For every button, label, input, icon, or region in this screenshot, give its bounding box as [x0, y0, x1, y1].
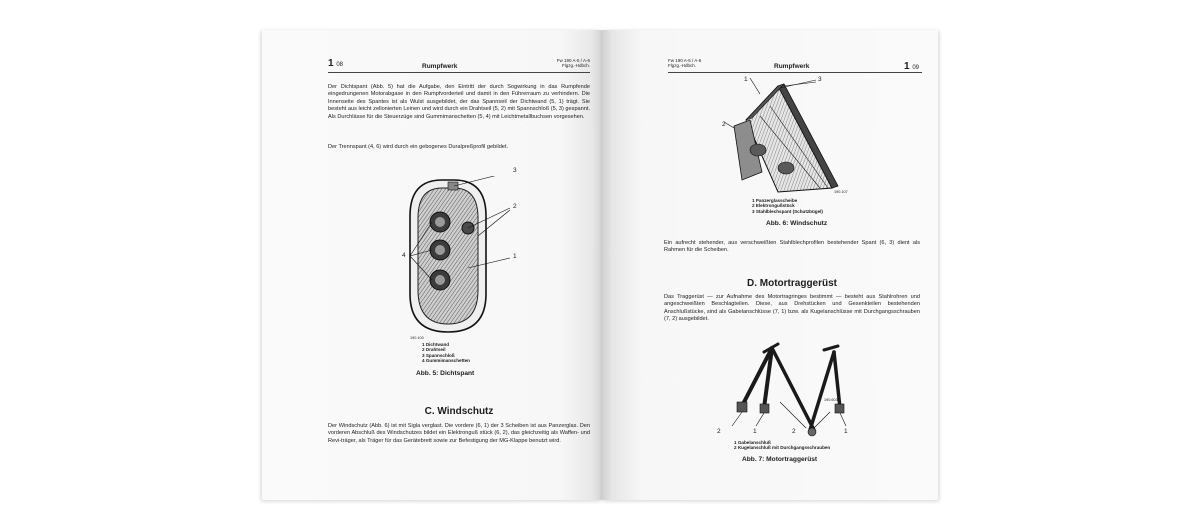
- figure-6-title: Abb. 6: Windschutz: [766, 220, 828, 227]
- figure-7-callout-2-left: 2: [717, 428, 721, 435]
- figure-5-photo-code: 190.100: [410, 336, 424, 340]
- figure-5-callout-1: 1: [513, 253, 517, 260]
- legend-item: 4 Gummimanschetten: [422, 358, 470, 364]
- section-heading-windschutz: C. Windschutz: [424, 406, 494, 417]
- figure-5-title: Abb. 5: Dichtspant: [416, 370, 475, 377]
- legend-item: 3 Spannschloß: [422, 352, 455, 358]
- legend-item: 1 Panzerglasscheibe: [752, 198, 798, 203]
- figure-7-callout-1-left: 1: [753, 428, 757, 435]
- figure-5-callout-2: 2: [513, 203, 517, 210]
- figure-6-illustration: [720, 76, 860, 196]
- legend-item: 1 Gabelanschluß: [734, 440, 771, 445]
- page-number: 1 08: [328, 58, 344, 69]
- left-page: [262, 30, 602, 500]
- paragraph-dichtspant: Der Dichtspant (Abb. 5) hat die Aufgabe, den Eintritt der durch Sogwirkung in das Rumpfende eingedrungenen Motorabgase in den Rumpfvorderteil und damit in den Führerraum zu verhindern. Die Innenseite des Spantes ist als Wulst ausgebildet, der das Spannseil der Dichtwand (5, 1) trägt. Sie besteht aus leicht zellonierten Leinen und wird durch ein Drahtseil (5, 2) mit Spannschloß (5, 3) gespannt. Als Durchlässe für die Steuerzüge sind Gummimanschetten (5, 4) mit Leichtmetallbuchsen vorgesehen.: [328, 84, 590, 120]
- right-page: [602, 30, 938, 500]
- figure-7-photo-code: 190.603: [824, 398, 838, 402]
- reference-note: Fw 190 A-5 / A-6 Flgzg.-Hdbch.: [556, 58, 590, 68]
- legend-item: 1 Dichtwand: [422, 342, 450, 347]
- figure-7-callout-2-right: 2: [792, 428, 796, 435]
- figure-7-legend: [734, 440, 830, 451]
- figure-5-illustration: [392, 176, 532, 336]
- paragraph-windschutz: Der Windschutz (Abb. 6) ist mit Sigla verglast. Die vordere (6, 1) der 3 Scheiben ist aus Panzerglas. Den vorderen Abschluß des Windschutzes bildet ein Elektronguß stück (6, 2), das gleichzeitig als Waffen- und Revi-träger, als Träger für das Gerätebrett sowie zur Befestigung der MG-Klappe benutzt wird.: [328, 423, 590, 444]
- figure-5-callout-3: 3: [513, 167, 517, 174]
- figure-6-callout-1: 1: [744, 76, 748, 83]
- header-rule: [668, 72, 922, 73]
- paragraph-trennspant: Der Trennspant (4, 6) wird durch ein gebogenes Duralpreßprofil gebildet.: [328, 144, 509, 150]
- running-head: Rumpfwerk: [774, 63, 810, 70]
- figure-5-callout-4: 4: [402, 252, 406, 259]
- running-head: Rumpfwerk: [422, 63, 458, 70]
- figure-5-legend: [422, 342, 470, 364]
- legend-item: 2 Drahtseil: [422, 347, 446, 353]
- figure-6-legend: [752, 198, 823, 214]
- figure-6-callout-3: 3: [818, 76, 822, 83]
- legend-item: 2 Kugelanschluß mit Durchgangsschrauben: [734, 445, 831, 451]
- reference-note: Fw 190 A-5 / A-6 Flgzg.-Hdbch.: [668, 58, 702, 68]
- figure-7-callout-1-right: 1: [844, 428, 848, 435]
- figure-7-illustration: [720, 342, 860, 442]
- section-heading-motortraggeruest: D. Motortraggerüst: [747, 278, 837, 289]
- paragraph-traggeruest: Das Traggerüst — zur Aufnahme des Motortragringes bestimmt — besteht aus Stahlrohren und angeschweißten Beschlagteilen. Diese, aus Drehstücken und Gesenkteilen bestehenden Anschlußstücke, sind als Gabelanschlüsse (7, 1) bzw. als Kugelanschlüsse mit Durchgangsschrauben (7, 2) ausgebildet.: [664, 294, 920, 323]
- figure-7-title: Abb. 7: Motortraggerüst: [742, 456, 818, 463]
- legend-item: 3 Stahlblechspant (Schutzbügel): [752, 208, 823, 214]
- paragraph-spant: Ein aufrecht stehender, aus verschweißten Stahlblechprofilen bestehender Spant (6, 3) dient als Rahmen für die Scheiben.: [664, 240, 920, 254]
- page-number: 1 09: [904, 61, 920, 72]
- header-rule: [328, 72, 590, 73]
- figure-6-callout-2: 2: [722, 121, 726, 128]
- legend-item: 2 Elektrongußstück: [752, 203, 795, 209]
- figure-6-photo-code: 190.107: [834, 190, 848, 194]
